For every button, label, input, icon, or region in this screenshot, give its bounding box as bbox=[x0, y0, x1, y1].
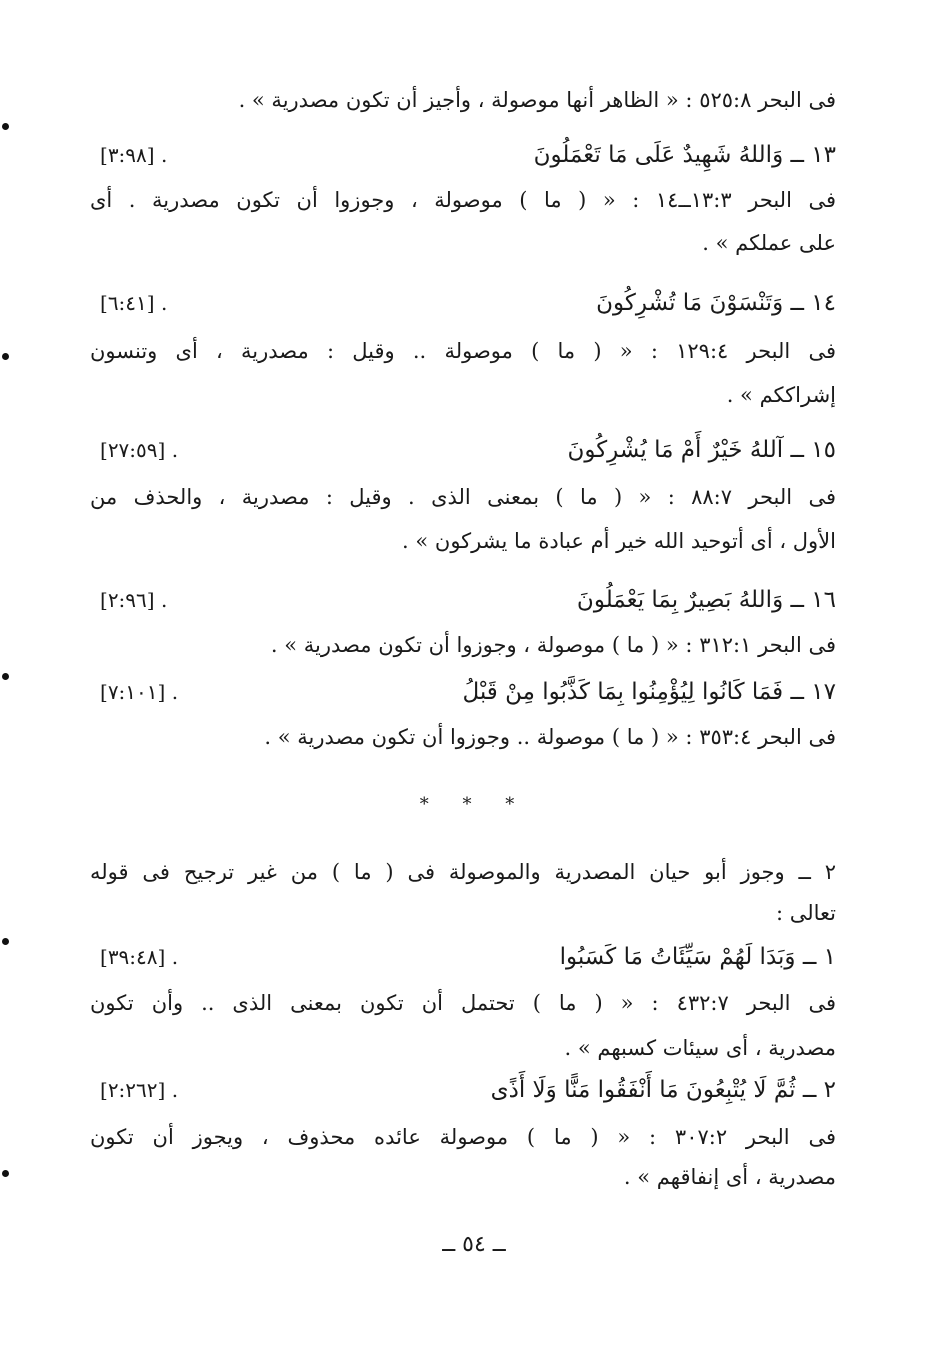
text-line: على عملكم » . bbox=[702, 231, 836, 255]
text-line: الأول ، أى أتوحيد الله خير أم عبادة ما يشركون » . bbox=[402, 529, 836, 553]
text-line: ٢ ــ وجوز أبو حيان المصدرية والموصولة فى ( ما ) من غير ترجيح فى قوله bbox=[90, 860, 836, 884]
text-line: إشراككم » . bbox=[726, 383, 836, 407]
verse-reference: [٢:٩٦] . bbox=[100, 588, 168, 612]
verse-text: ٢ ــ ثُمَّ لَا يُتْبِعُونَ مَا أَنْفَقُوا مَنًّا وَلَا أَذًى bbox=[490, 1077, 836, 1103]
text-line: مصدرية ، أى سيئات كسبهم » . bbox=[564, 1036, 836, 1060]
text-line: فى البحر ٨٨:٧ : « ( ما ) بمعنى الذى . وقيل : مصدرية ، والحذف من bbox=[90, 485, 836, 509]
verse-text: ١٣ ــ وَاللهُ شَهِيدٌ عَلَى مَا تَعْمَلُونَ bbox=[533, 142, 836, 168]
text-line: فى البحر ٥٢٥:٨ : « الظاهر أنها موصولة ، وأجيز أن تكون مصدرية » . bbox=[238, 88, 836, 112]
verse-reference: [٦:٤١] . bbox=[100, 291, 168, 315]
verse-reference: [٢٧:٥٩] . bbox=[100, 438, 179, 462]
page-number: ــ ٥٤ ــ bbox=[442, 1232, 506, 1257]
text-line: فى البحر ١٢٩:٤ : « ( ما ) موصولة .. وقيل : مصدرية ، أى وتنسون bbox=[90, 339, 836, 363]
verse-reference: [٧:١٠١] . bbox=[100, 680, 179, 704]
text-line: فى البحر ٣٠٧:٢ : « ( ما ) موصولة عائده محذوف ، ويجوز أن تكون bbox=[90, 1125, 836, 1149]
section-separator: * * * bbox=[419, 794, 529, 815]
text-line: تعالى : bbox=[775, 901, 836, 925]
margin-dot bbox=[2, 673, 9, 680]
text-line: فى البحر ٣٥٣:٤ : « ( ما ) موصولة .. وجوزوا أن تكون مصدرية » . bbox=[264, 725, 836, 749]
verse-reference: [٣٩:٤٨] . bbox=[100, 945, 179, 969]
verse-text: ١٦ ــ وَاللهُ بَصِيرٌ بِمَا يَعْمَلُونَ bbox=[576, 587, 836, 613]
text-line: فى البحر ١٣:٣ــ١٤ : « ( ما ) موصولة ، وجوزوا أن تكون مصدرية . أى bbox=[90, 188, 836, 212]
margin-dot bbox=[2, 1170, 9, 1177]
verse-text: ١٤ ــ وَتَنْسَوْنَ مَا تُشْرِكُونَ bbox=[596, 290, 836, 316]
verse-reference: [٢:٢٦٢] . bbox=[100, 1078, 179, 1102]
verse-text: ١٧ ــ فَمَا كَانُوا لِيُؤْمِنُوا بِمَا كَذَّبُوا مِنْ قَبْلُ bbox=[462, 679, 836, 705]
text-line: مصدرية ، أى إنفاقهم » . bbox=[623, 1165, 836, 1189]
text-line: فى البحر ٣١٢:١ : « ( ما ) موصولة ، وجوزوا أن تكون مصدرية » . bbox=[270, 633, 836, 657]
text-line: فى البحر ٤٣٢:٧ : « ( ما ) تحتمل أن تكون بمعنى الذى .. وأن تكون bbox=[90, 991, 836, 1015]
margin-dot bbox=[2, 123, 9, 130]
verse-text: ١٥ ــ آللهُ خَيْرٌ أَمْ مَا يُشْرِكُونَ bbox=[567, 437, 836, 463]
margin-dot bbox=[2, 353, 9, 360]
verse-text: ١ ــ وَبَدَا لَهُمْ سَيِّئَاتُ مَا كَسَبُوا bbox=[559, 944, 836, 970]
margin-dot bbox=[2, 938, 9, 945]
verse-reference: [٣:٩٨] . bbox=[100, 143, 168, 167]
